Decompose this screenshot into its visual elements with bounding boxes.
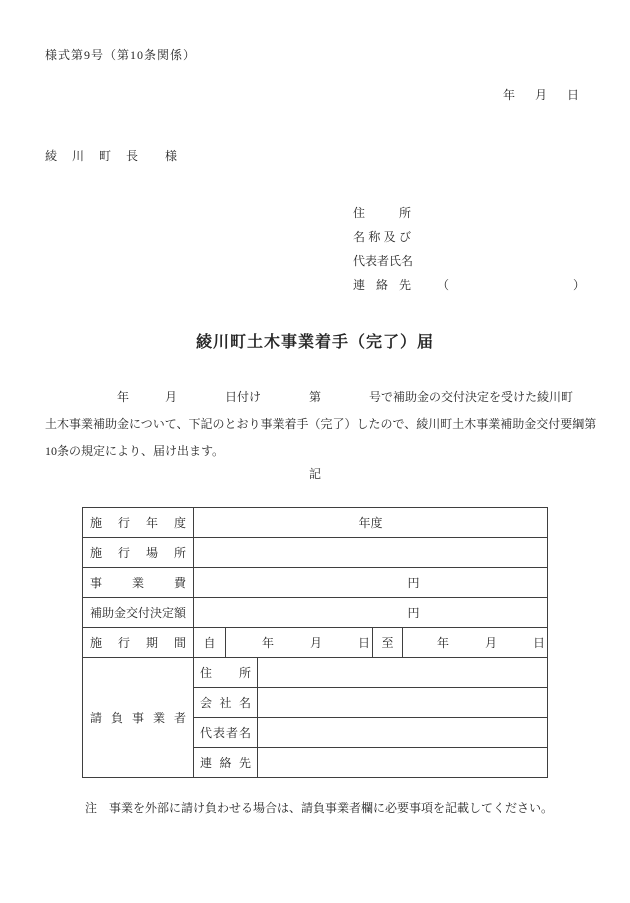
ki-heading: 記 [308, 467, 321, 481]
month-label: 月 [534, 88, 547, 102]
row-location [83, 538, 548, 568]
year-label: 年 [503, 88, 516, 102]
contractor-representative-label: 代表者名 [194, 718, 258, 748]
contractor-company-value-cell [258, 688, 548, 718]
contact-paren-close: ） [573, 278, 586, 292]
project-cost-value-cell: 円 [194, 568, 548, 598]
contractor-contact-label: 連絡先 [194, 748, 258, 778]
addressee-line [45, 147, 177, 164]
period-to-label: 至 [373, 628, 403, 658]
row-contractor-address [83, 658, 548, 688]
applicant-contact-line [353, 273, 585, 297]
form-number: 様式第9号（第10条関係） [45, 48, 197, 62]
period-to-date-cell: 年 月 日 [403, 628, 548, 658]
addressee-name: 綾川町長 [45, 149, 154, 163]
project-cost-label: 事業費 [83, 568, 194, 598]
applicant-name-line [353, 225, 585, 249]
fiscal-year-value-cell: 年度 [194, 508, 548, 538]
addressee-honorific: 様 [165, 149, 178, 163]
form-table [82, 507, 548, 778]
applicant-address-line [353, 201, 585, 225]
applicant-representative-label: 代表者氏名 [353, 254, 414, 268]
contact-paren-open: （ [437, 278, 450, 292]
contractor-company-label: 会社名 [194, 688, 258, 718]
period-from-label: 自 [194, 628, 226, 658]
body-paragraph [45, 384, 596, 465]
applicant-representative-line [353, 249, 585, 273]
applicant-block [353, 201, 585, 297]
grant-amount-label: 補助金交付決定額 [83, 598, 194, 628]
grant-amount-value-cell: 円 [194, 598, 548, 628]
applicant-name-label: 名称及び [353, 230, 411, 244]
row-fiscal-year [83, 508, 548, 538]
location-label: 施行場所 [83, 538, 194, 568]
contractor-representative-value-cell [258, 718, 548, 748]
applicant-contact-label: 連絡先 [353, 278, 411, 292]
fiscal-year-label: 施行年度 [83, 508, 194, 538]
body-line: 土木事業補助金について、下記のとおり事業着手（完了）したので、綾川町土木事業補助金交付要綱第 [45, 417, 597, 431]
period-from-date-cell: 年 月 日 [226, 628, 373, 658]
body-line: 10条の規定により、届け出ます。 [45, 444, 225, 458]
day-label: 日 [566, 88, 579, 102]
row-project-cost [83, 568, 548, 598]
row-grant-amount [83, 598, 548, 628]
contractor-contact-value-cell [258, 748, 548, 778]
note-text: 注 事業を外部に請け負わせる場合は、請負事業者欄に必要事項を記載してください。 [85, 801, 554, 815]
location-value-cell [194, 538, 548, 568]
row-period [83, 628, 548, 658]
contractor-label: 請負事業者 [83, 658, 194, 778]
contractor-address-value-cell [258, 658, 548, 688]
body-line: 年 月 日付け 第 号で補助金の交付決定を受けた綾川町 [45, 390, 574, 404]
period-label: 施行期間 [83, 628, 194, 658]
contractor-address-label: 住所 [194, 658, 258, 688]
issue-date-line [503, 86, 579, 103]
document-title: 綾川町土木事業着手（完了）届 [195, 334, 434, 351]
applicant-address-label: 住所 [353, 206, 411, 220]
